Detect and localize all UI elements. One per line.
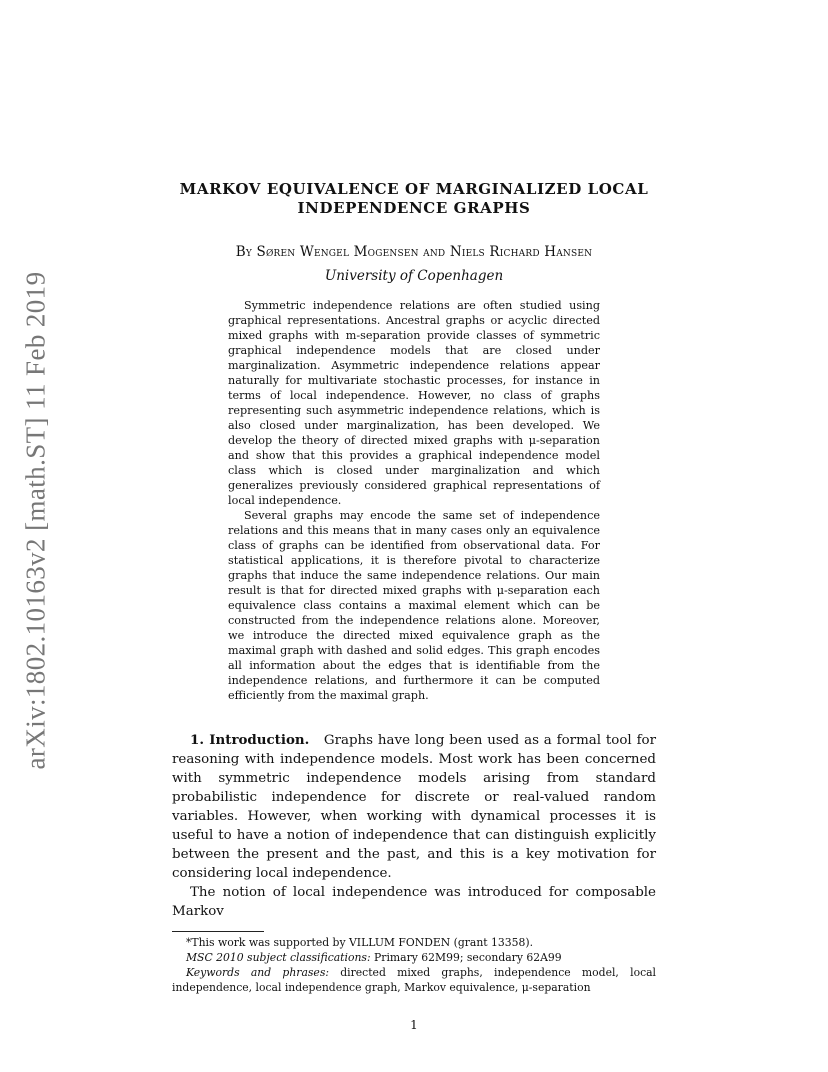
intro-paragraph-2: The notion of local independence was introduced for composable Markov xyxy=(172,885,656,919)
arxiv-identifier: arXiv:1802.10163v2 [math.ST] 11 Feb 2019 xyxy=(20,271,51,769)
section-heading: 1. Introduction. xyxy=(190,732,310,748)
paper-title xyxy=(172,180,656,218)
keywords-label: Keywords and phrases: xyxy=(186,966,329,979)
msc-text: Primary 62M99; secondary 62A99 xyxy=(370,951,562,964)
page-number: 1 xyxy=(410,1018,418,1032)
footnote-msc xyxy=(172,950,656,965)
keywords-text: directed mixed graphs, independence model, local independence, local independence graph, Markov equivalence, μ-separation xyxy=(172,966,657,994)
footnote-keywords xyxy=(172,965,656,995)
footnote-support: *This work was supported by VILLUM FONDEN (grant 13358). xyxy=(186,936,534,949)
abstract-paragraph-1: Symmetric independence relations are often studied using graphical representations. Ancestral graphs or acyclic directed mixed graphs with m-separation provide classes of symmetric graphical independence models that are closed under marginalization. Asymmetric independence relations appear naturally for multivariate stochastic processes, for instance in terms of local independence. However, no class of graphs representing such asymmetric independence relations, which is also closed under marginalization, has been developed. We develop the theory of directed mixed graphs with μ-separation and show that this provides a graphical independence model class which is closed under marginalization and which generalizes previously considered graphical representations of local independence. xyxy=(228,299,600,507)
title-line-2: INDEPENDENCE GRAPHS xyxy=(297,199,531,217)
introduction-section xyxy=(172,731,656,921)
paper-page xyxy=(172,180,656,1032)
msc-label: MSC 2010 subject classifications: xyxy=(186,951,371,964)
author-line: By Søren Wengel Mogensen and Niels Richard Hansen xyxy=(235,244,593,260)
affiliation: University of Copenhagen xyxy=(324,268,504,284)
title-line-1: MARKOV EQUIVALENCE OF MARGINALIZED LOCAL xyxy=(179,180,649,198)
intro-paragraph-1 xyxy=(172,731,656,883)
abstract xyxy=(228,298,600,703)
intro-paragraph-1-text: Graphs have long been used as a formal tool for reasoning with independence models. Most work has been concerned with symmetric independence models arising from standard probabilistic independence for discrete or real-valued random variables. However, when working with dynamical processes it is useful to have a notion of independence that can distinguish explicitly between the present and the past, and this is a key motivation for considering local independence. xyxy=(172,733,656,881)
arxiv-sidebar xyxy=(16,270,56,770)
footnote-rule xyxy=(172,931,264,932)
abstract-paragraph-2: Several graphs may encode the same set of independence relations and this means that in many cases only an equivalence class of graphs can be identified from observational data. For statistical applications, it is therefore pivotal to characterize graphs that induce the same independence relations. Our main result is that for directed mixed graphs with μ-separation each equivalence class contains a maximal element which can be constructed from the independence relations alone. Moreover, we introduce the directed mixed equivalence graph as the maximal graph with dashed and solid edges. This graph encodes all information about the edges that is identifiable from the independence relations, and furthermore it can be computed efficiently from the maximal graph. xyxy=(228,509,600,702)
footnotes xyxy=(172,935,656,995)
